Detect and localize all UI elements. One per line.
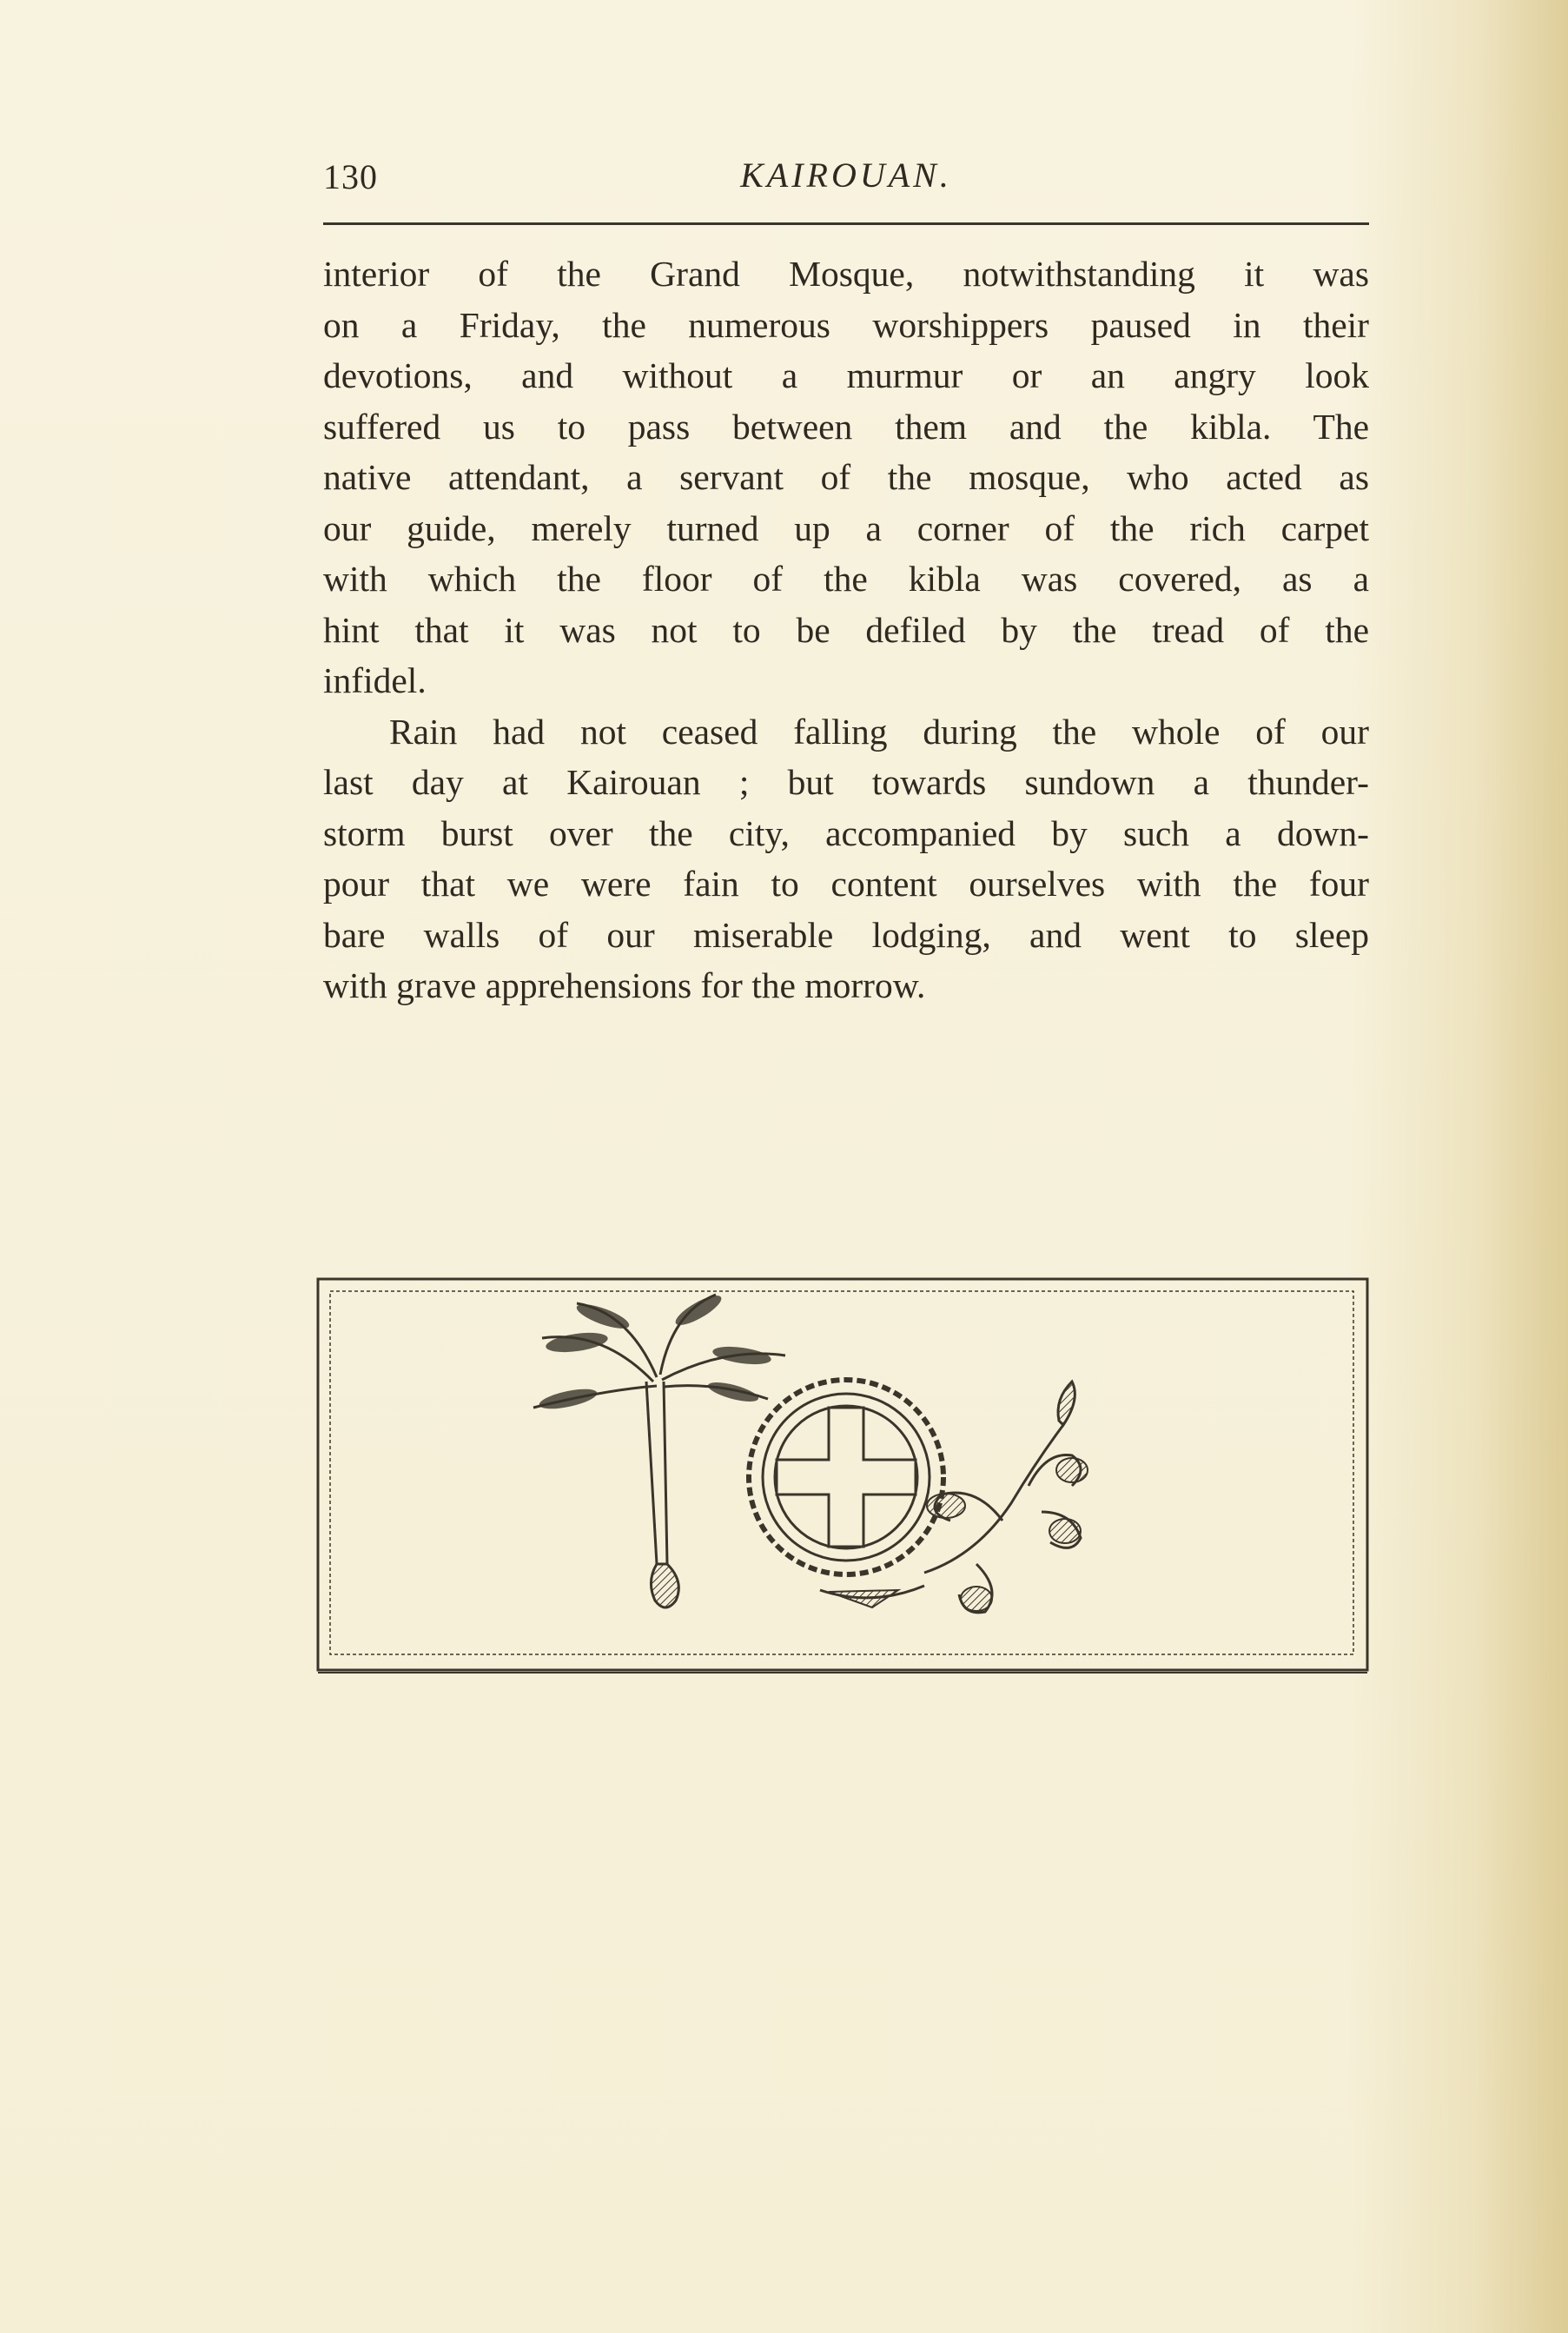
text-line: on a Friday, the numerous worshippers paused in their [323,304,1369,345]
text-line: suffered us to pass between them and the kibla. The [323,406,1369,447]
text-line: with which the floor of the kibla was covered, as a [323,559,1369,599]
text-line: interior of the Grand Mosque, notwithstanding it was [323,254,1369,294]
body-text [323,249,1369,1011]
running-title: KAIROUAN. [740,156,952,195]
text-line: with grave apprehensions for the morrow. [323,965,926,1005]
page-number: 130 [323,157,378,196]
text-line: last day at Kairouan ; but towards sundown a thunder- [323,762,1369,802]
text-line: bare walls of our miserable lodging, and went to sleep [323,914,1369,955]
page-header [323,149,1369,203]
header-rule [323,222,1369,225]
text-line: hint that it was not to be defiled by the tread of the [323,609,1369,650]
text-line: infidel. [323,660,427,700]
text-line: storm burst over the city, accompanied by such a down- [323,812,1369,853]
text-line: our guide, merely turned up a corner of the rich carpet [323,507,1369,548]
paragraph-1 [323,249,1369,706]
text-line: devotions, and without a murmur or an angry look [323,355,1369,395]
text-line: Rain had not ceased falling during the whole of our [389,711,1369,752]
paragraph-2 [323,706,1369,1011]
tailpiece-palm-wreath-cross-icon [316,1277,1369,1677]
text-line: native attendant, a servant of the mosque, who acted as [323,457,1369,497]
text-line: pour that we were fain to content ourselves with the four [323,864,1369,904]
